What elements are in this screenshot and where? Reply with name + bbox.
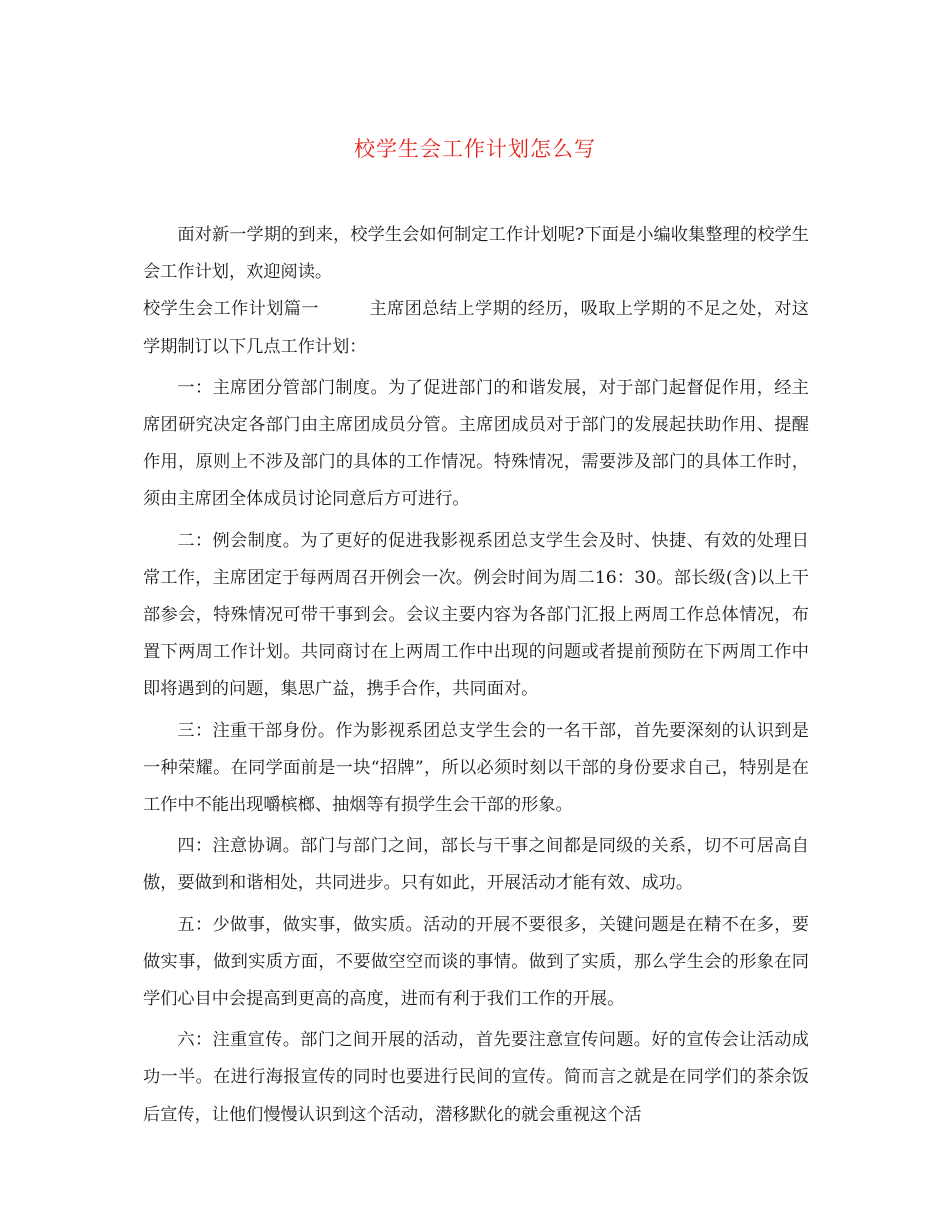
section-paragraph xyxy=(143,291,809,365)
body-paragraph-1: 一：主席团分管部门制度。为了促进部门的和谐发展，对于部门起督促作用，经主席团研究决定各部门由主席团成员分管。主席团成员对于部门的发展起扶助作用、提醒作用，原则上不涉及部门的具体的工作情况。特殊情况，需要涉及部门的具体工作时，须由主席团全体成员讨论同意后方可进行。 xyxy=(143,377,809,510)
body-paragraph-4: 四：注意协调。部门与部门之间，部长与干事之间都是同级的关系，切不可居高自傲，要做到和谐相处，共同进步。只有如此，开展活动才能有效、成功。 xyxy=(143,836,809,894)
body-paragraph-5: 五：少做事，做实事，做实质。活动的开展不要很多，关键问题是在精不在多，要做实事，做到实质方面，不要做空空而谈的事情。做到了实质，那么学生会的形象在同学们心目中会提高到更高的高度，进而有利于我们工作的开展。 xyxy=(143,914,809,1010)
body-paragraph-2: 二：例会制度。为了更好的促进我影视系团总支学生会及时、快捷、有效的处理日常工作，主席团定于每两周召开例会一次。例会时间为周二16：30。部长级(含)以上干部参会，特殊情况可带干事到会。会议主要内容为各部门汇报上两周工作总体情况，布置下两周工作计划。共同商讨在上两周工作中出现的问题或者提前预防在下两周工作中即将遇到的问题，集思广益，携手合作，共同面对。 xyxy=(143,530,809,700)
document-title: 校学生会工作计划怎么写 xyxy=(354,137,596,161)
body-paragraph-3: 三：注重干部身份。作为影视系团总支学生会的一名干部，首先要深刻的认识到是一种荣耀。在同学面前是一块“招牌”，所以必须时刻以干部的身份要求自己，特别是在工作中不能出现嚼槟榔、抽烟等有损学生会干部的形象。 xyxy=(143,720,809,816)
document-body xyxy=(143,217,809,1138)
body-paragraph-6: 六：注重宣传。部门之间开展的活动，首先要注意宣传问题。好的宣传会让活动成功一半。在进行海报宣传的同时也要进行民间的宣传。简而言之就是在同学们的茶余饭后宣传，让他们慢慢认识到这个活动，潜移默化的就会重视这个活 xyxy=(143,1030,809,1125)
section-lead: 主席团总结上学期的经历，吸取上学期的不足之处，对这学期制订以下几点工作计划： xyxy=(143,299,809,357)
section-heading: 校学生会工作计划篇一 xyxy=(143,299,319,320)
intro-paragraph: 面对新一学期的到来，校学生会如何制定工作计划呢?下面是小编收集整理的校学生会工作计划，欢迎阅读。 xyxy=(143,225,809,283)
